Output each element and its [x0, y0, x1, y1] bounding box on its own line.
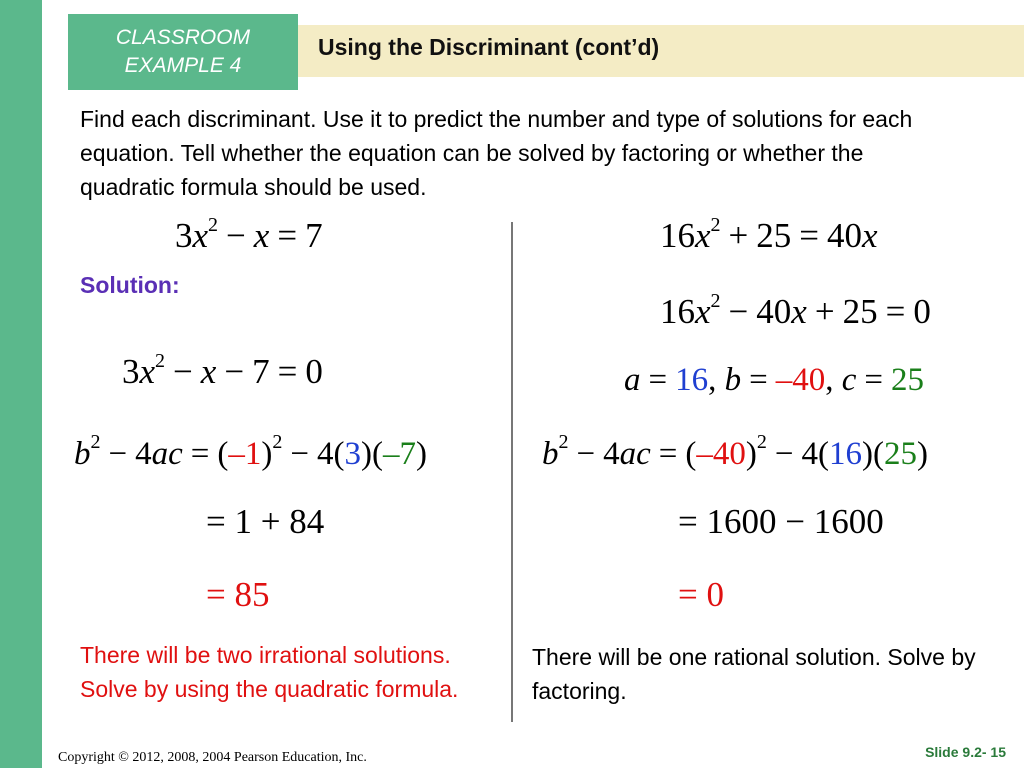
right-a-coef: 16	[675, 362, 709, 398]
classroom-example-badge	[68, 14, 298, 90]
right-c-coef: 25	[891, 362, 925, 398]
example-label-line2: EXAMPLE 4	[124, 54, 242, 77]
right-discriminant: $b^2 - 4ac = (-40)^2 - 4(16)(25)$	[542, 431, 929, 472]
left-b-value: –1	[228, 436, 262, 472]
left-conclusion: There will be two irrational solutions. Solve by using the quadratic formula.	[80, 642, 459, 702]
solution-label: Solution:	[80, 272, 180, 298]
right-equation-standard: $16x^2 - 40x + 25 = 0$	[660, 290, 931, 331]
right-discriminant-result: = 0	[678, 575, 724, 614]
right-coefficients: a = 16, b = –40, c = 25	[624, 362, 925, 398]
left-accent-bar	[0, 0, 42, 768]
left-step-sum: = 1 + 84	[206, 502, 325, 541]
right-b-value: –40	[696, 436, 746, 472]
intro-text: Find each discriminant. Use it to predict the number and type of solutions for each equation. Tell whether the equation can be solved by factoring or whether the quadratic formula should be used.	[80, 106, 913, 200]
left-equation-original: $3x^2 - x = 7$	[175, 214, 323, 255]
left-c-value: –7	[383, 436, 417, 472]
right-c-value: 25	[884, 436, 918, 472]
column-divider	[511, 222, 513, 722]
right-step-difference: = 1600 − 1600	[678, 502, 884, 541]
slide-number: Slide 9.2- 15	[925, 744, 1006, 760]
right-equation-original: $16x^2 + 25 = 40x$	[660, 214, 878, 255]
right-a-value: 16	[829, 436, 863, 472]
left-equation-standard: $3x^2 - x - 7 = 0$	[122, 350, 323, 391]
left-discriminant-result: = 85	[206, 575, 270, 614]
right-b-coef: –40	[775, 362, 826, 398]
copyright-text: Copyright © 2012, 2008, 2004 Pearson Education, Inc.	[58, 750, 367, 765]
slide-title: Using the Discriminant (cont’d)	[318, 34, 660, 60]
left-a-value: 3	[344, 436, 362, 472]
left-discriminant: $b^2 - 4ac = (-1)^2 - 4(3)(-7)$	[74, 431, 428, 472]
example-label-line1: CLASSROOM	[115, 26, 251, 49]
right-conclusion: There will be one rational solution. Solve by factoring.	[532, 644, 976, 704]
